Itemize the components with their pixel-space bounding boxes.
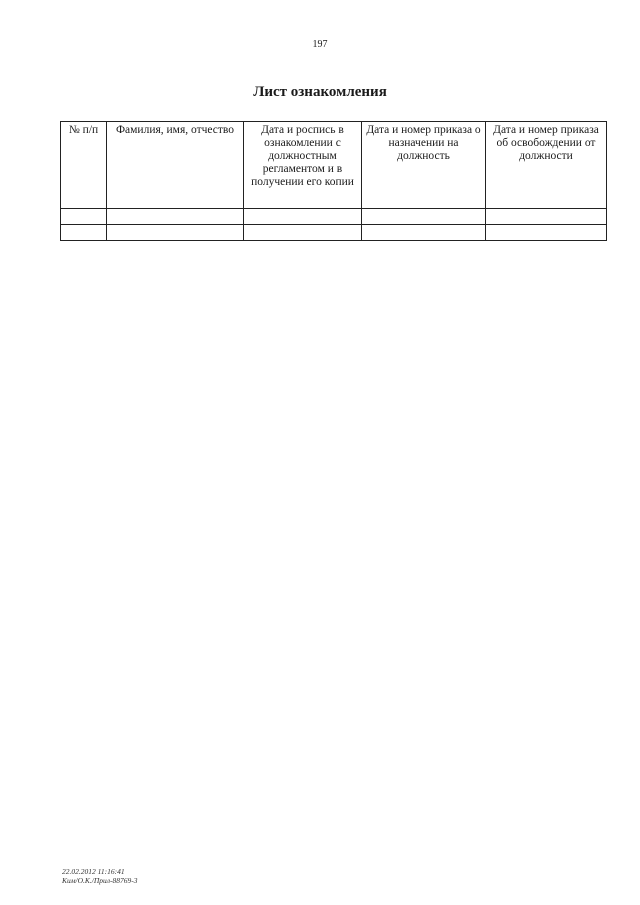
column-header-full-name: Фамилия, имя, отчество [107,122,244,209]
table-cell [61,225,107,241]
table-cell [486,209,607,225]
column-header-signature-date: Дата и роспись в ознакомлении с должностным регламентом и в получении его копии [244,122,362,209]
column-header-number: № п/п [61,122,107,209]
table-cell [486,225,607,241]
print-stamp-datetime: 22.02.2012 11:16:41 [62,867,125,876]
column-header-appointment-order: Дата и номер приказа о назначении на должность [362,122,486,209]
table-row [61,209,607,225]
print-stamp-reference: Ким/О.К./Прил-88769-3 [62,876,138,885]
acknowledgement-table [60,121,607,241]
table-row [61,225,607,241]
table-cell [107,209,244,225]
column-header-dismissal-order: Дата и номер приказа об освобождении от должности [486,122,607,209]
table-cell [244,209,362,225]
document-title: Лист ознакомления [253,84,387,100]
table-cell [61,209,107,225]
table-cell [107,225,244,241]
table-cell [362,209,486,225]
page-number: 197 [312,39,328,50]
table-cell [362,225,486,241]
table-header-row [61,122,607,209]
table-cell [244,225,362,241]
print-stamp [62,867,138,885]
